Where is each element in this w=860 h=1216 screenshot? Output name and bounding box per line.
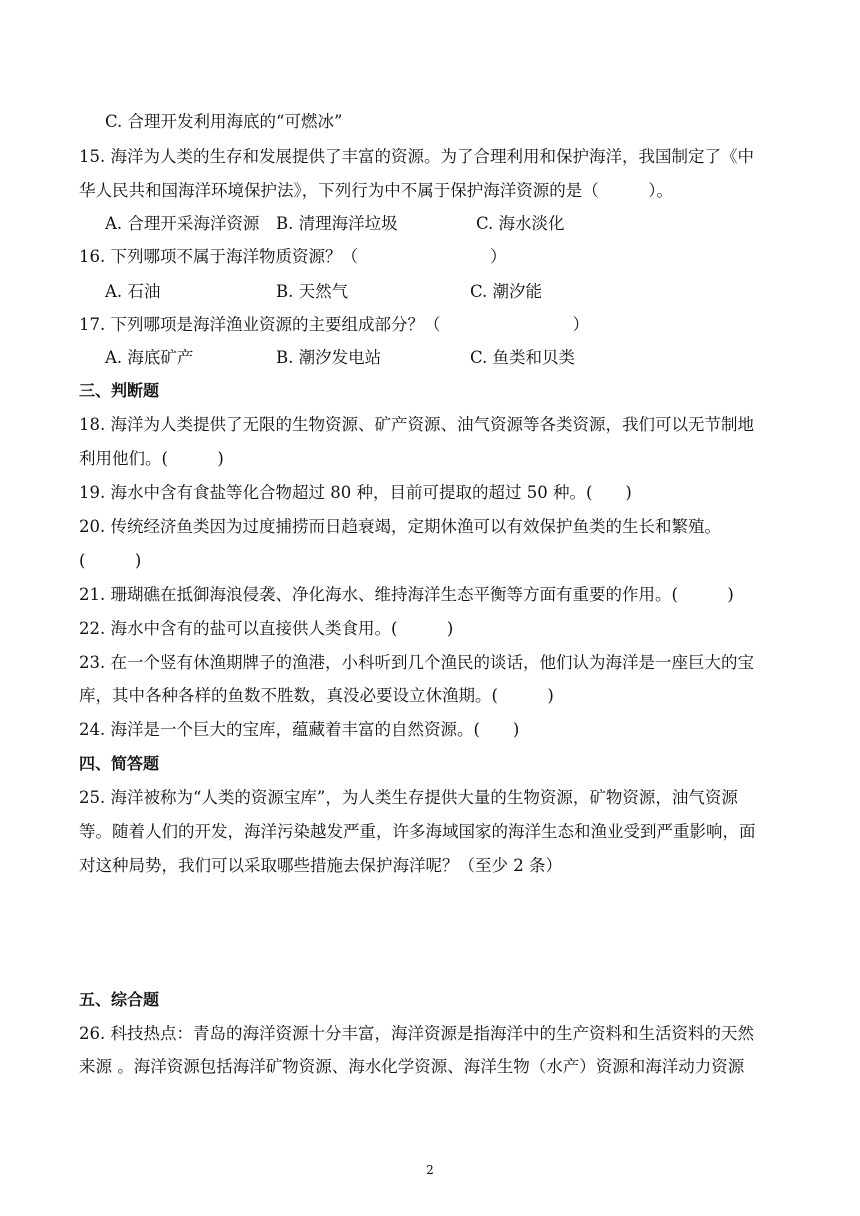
option-17a: A. 海底矿产 — [105, 348, 194, 367]
question-19: 19. 海水中含有食盐等化合物超过 80 种，目前可提取的超过 50 种。( ) — [79, 483, 632, 502]
option-16c: C. 潮汐能 — [470, 282, 543, 301]
question-15-line-2: 华人民共和国海洋环境保护法》，下列行为中不属于保护海洋资源的是（ ）。 — [79, 181, 673, 200]
option-line-14c: C. 合理开发利用海底的“可燃冰” — [105, 112, 343, 131]
question-17: 17. 下列哪项是海洋渔业资源的主要组成部分？（ ） — [79, 315, 589, 334]
question-23-line-2: 库，其中各种各样的鱼数不胜数，真没必要设立休渔期。( ) — [79, 686, 554, 705]
question-25-line-2: 等。随着人们的开发，海洋污染越发严重，许多海域国家的海洋生态和渔业受到严重影响，面 — [79, 822, 756, 841]
question-26-line-2: 来源 。海洋资源包括海洋矿物资源、海水化学资源、海洋生物（水产）资源和海洋动力资源 — [79, 1057, 745, 1076]
question-18-line-2: 利用他们。( ) — [79, 449, 224, 468]
option-16b: B. 天然气 — [276, 282, 349, 301]
question-22: 22. 海水中含有的盐可以直接供人类食用。( ) — [79, 619, 454, 638]
section-heading-comprehensive: 五、综合题 — [79, 990, 160, 1009]
option-17c: C. 鱼类和贝类 — [470, 348, 576, 367]
option-15a: A. 合理开采海洋资源 — [105, 214, 260, 233]
question-21: 21. 珊瑚礁在抵御海浪侵袭、净化海水、维持海洋生态平衡等方面有重要的作用。( ) — [79, 585, 734, 604]
question-15-line-1: 15. 海洋为人类的生存和发展提供了丰富的资源。为了合理利用和保护海洋，我国制定了《中 — [79, 147, 754, 166]
question-25-line-3: 对这种局势，我们可以采取哪些措施去保护海洋呢？（至少 2 条） — [79, 856, 562, 875]
question-16: 16. 下列哪项不属于海洋物质资源？（ ） — [79, 247, 507, 266]
option-16a: A. 石油 — [105, 282, 161, 301]
question-20-line-2: ( ) — [79, 551, 142, 570]
question-18-line-1: 18. 海洋为人类提供了无限的生物资源、矿产资源、油气资源等各类资源，我们可以无节制地 — [79, 415, 754, 434]
section-heading-short-answer: 四、简答题 — [79, 754, 160, 773]
question-24: 24. 海洋是一个巨大的宝库，蕴藏着丰富的自然资源。( ) — [79, 720, 520, 739]
question-20-line-1: 20. 传统经济鱼类因为过度捕捞而日趋衰竭，定期休渔可以有效保护鱼类的生长和繁殖。 — [79, 517, 721, 536]
option-15b: B. 清理海洋垃圾 — [276, 214, 398, 233]
option-17b: B. 潮汐发电站 — [276, 348, 382, 367]
question-26-line-1: 26. 科技热点：青岛的海洋资源十分丰富，海洋资源是指海洋中的生产资料和生活资料的天然 — [79, 1024, 754, 1043]
question-25-line-1: 25. 海洋被称为“人类的资源宝库”，为人类生存提供大量的生物资源，矿物资源，油气资源 — [79, 788, 738, 807]
section-heading-judgment: 三、判断题 — [79, 381, 160, 400]
page-number: 2 — [426, 1163, 434, 1177]
option-15c: C. 海水淡化 — [476, 214, 565, 233]
question-23-line-1: 23. 在一个竖有休渔期牌子的渔港，小科听到几个渔民的谈话，他们认为海洋是一座巨大的宝 — [79, 653, 754, 672]
